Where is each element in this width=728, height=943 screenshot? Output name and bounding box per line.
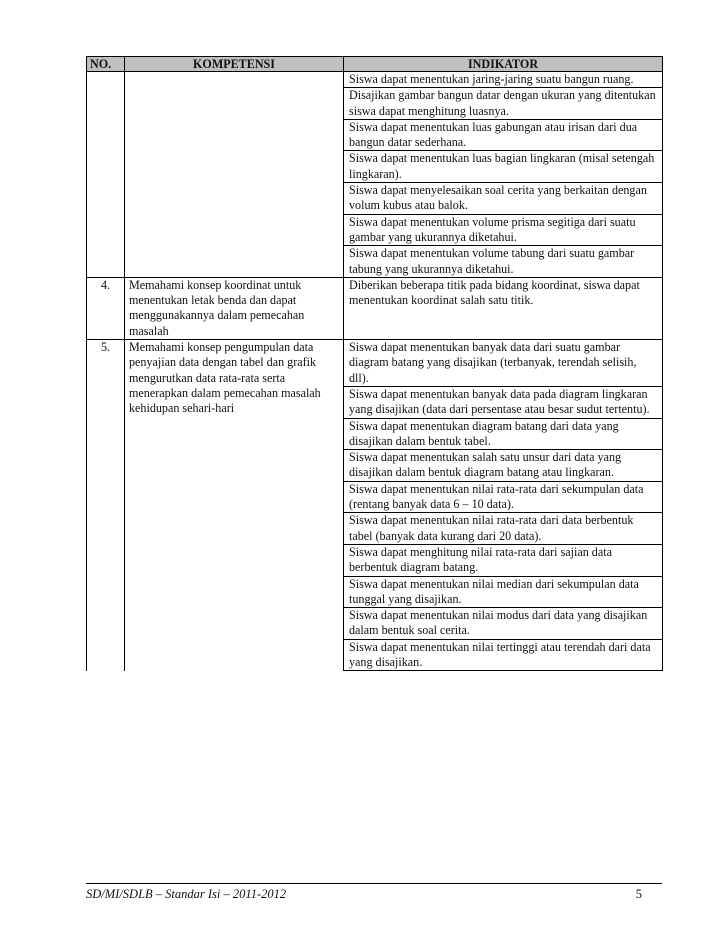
row-number: 4. bbox=[87, 277, 125, 339]
table-row bbox=[87, 72, 663, 88]
indicator-cell: Siswa dapat menentukan salah satu unsur dari data yang disajikan dalam bentuk diagram batang atau lingkaran. bbox=[344, 450, 663, 482]
indicator-cell: Siswa dapat menentukan volume tabung dari suatu gambar tabung yang ukurannya diketahui. bbox=[344, 246, 663, 278]
indicator-cell: Disajikan gambar bangun datar dengan ukuran yang ditentukan siswa dapat menghitung luasnya. bbox=[344, 88, 663, 120]
kompetensi-cell: Memahami konsep pengumpulan data penyajian data dengan tabel dan grafik mengurutkan data rata-rata serta menerapkan dalam pemecahan masalah kehidupan sehari-hari bbox=[125, 340, 344, 671]
indicator-cell: Siswa dapat menentukan nilai rata-rata dari data berbentuk tabel (banyak data kurang dari 20 data). bbox=[344, 513, 663, 545]
table-row-5 bbox=[87, 340, 663, 387]
indicator-cell: Siswa dapat menentukan nilai median dari sekumpulan data tunggal yang disajikan. bbox=[344, 576, 663, 608]
indicator-cell: Siswa dapat menyelesaikan soal cerita yang berkaitan dengan volum kubus atau balok. bbox=[344, 183, 663, 215]
header-indikator: INDIKATOR bbox=[344, 57, 663, 72]
indicator-cell: Siswa dapat menentukan nilai rata-rata dari sekumpulan data (rentang banyak data 6 – 10 data). bbox=[344, 481, 663, 513]
indicator-cell: Siswa dapat menghitung nilai rata-rata dari sajian data berbentuk diagram batang. bbox=[344, 544, 663, 576]
indicator-cell: Siswa dapat menentukan banyak data dari suatu gambar diagram batang yang disajikan (terbanyak, terendah selisih, dll). bbox=[344, 340, 663, 387]
indicator-cell: Diberikan beberapa titik pada bidang koordinat, siswa dapat menentukan koordinat salah satu titik. bbox=[344, 277, 663, 339]
page-number: 5 bbox=[635, 887, 642, 901]
kompetensi-table bbox=[86, 56, 663, 671]
page-footer bbox=[86, 883, 662, 902]
kompetensi-cell: Memahami konsep koordinat untuk menentukan letak benda dan dapat menggunakannya dalam pemecahan masalah bbox=[125, 277, 344, 339]
indicator-cell: Siswa dapat menentukan luas bagian lingkaran (misal setengah lingkaran). bbox=[344, 151, 663, 183]
table-row-4 bbox=[87, 277, 663, 339]
indicator-cell: Siswa dapat menentukan volume prisma segitiga dari suatu gambar yang ukurannya diketahui. bbox=[344, 214, 663, 246]
header-no: NO. bbox=[87, 57, 125, 72]
no-cell-empty bbox=[87, 72, 125, 278]
indicator-cell: Siswa dapat menentukan banyak data pada diagram lingkaran yang disajikan (data dari persentase atau besar sudut tertentu). bbox=[344, 386, 663, 418]
header-kompetensi: KOMPETENSI bbox=[125, 57, 344, 72]
row-number: 5. bbox=[87, 340, 125, 671]
kompetensi-cell-empty bbox=[125, 72, 344, 278]
indicator-cell: Siswa dapat menentukan nilai modus dari data yang disajikan dalam bentuk soal cerita. bbox=[344, 608, 663, 640]
indicator-cell: Siswa dapat menentukan diagram batang dari data yang disajikan dalam bentuk tabel. bbox=[344, 418, 663, 450]
indicator-cell: Siswa dapat menentukan jaring-jaring suatu bangun ruang. bbox=[344, 72, 663, 88]
table-header-row bbox=[87, 57, 663, 72]
indicator-cell: Siswa dapat menentukan nilai tertinggi atau terendah dari data yang disajikan. bbox=[344, 639, 663, 671]
indicator-cell: Siswa dapat menentukan luas gabungan atau irisan dari dua bangun datar sederhana. bbox=[344, 119, 663, 151]
footer-document-title: SD/MI/SDLB – Standar Isi – 2011-2012 bbox=[86, 887, 287, 901]
